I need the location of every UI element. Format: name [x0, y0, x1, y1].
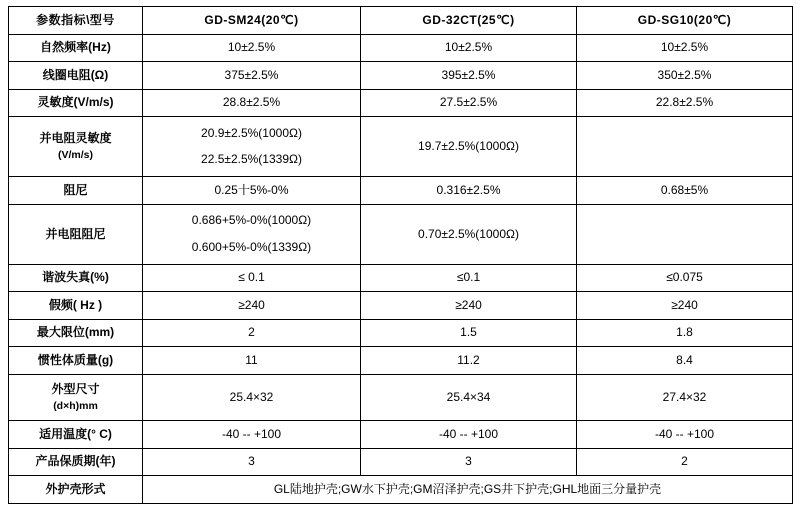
row-label: 灵敏度(V/m/s) — [9, 89, 143, 117]
table-row — [9, 89, 793, 117]
row-label-main: 外型尺寸 — [51, 382, 100, 397]
table-row — [9, 292, 793, 320]
table-row — [9, 448, 793, 476]
cell-ct32: 27.5±2.5% — [361, 89, 577, 117]
table-row — [9, 117, 793, 177]
table-body — [9, 7, 793, 504]
cell-ct32: 10±2.5% — [361, 34, 577, 62]
table-row — [9, 476, 793, 504]
row-label — [9, 374, 143, 420]
row-label: 外护壳形式 — [9, 476, 143, 504]
cell-line: 22.5±2.5%(1339Ω) — [201, 152, 302, 167]
table-row — [9, 34, 793, 62]
column-header-sg10: GD-SG10(20℃) — [577, 7, 793, 35]
row-label — [9, 117, 143, 177]
row-label: 惯性体质量(g) — [9, 347, 143, 375]
cell-sm24 — [143, 117, 361, 177]
cell-sg10: 2 — [577, 448, 793, 476]
cell-sm24: 3 — [143, 448, 361, 476]
cell-ct32: ≤0.1 — [361, 264, 577, 292]
cell-ct32: 3 — [361, 448, 577, 476]
cell-ct32: 0.70±2.5%(1000Ω) — [361, 204, 577, 264]
cell-sm24 — [143, 204, 361, 264]
cell-sg10: 1.8 — [577, 319, 793, 347]
cell-ct32: 11.2 — [361, 347, 577, 375]
cell-sm24: 11 — [143, 347, 361, 375]
table-row — [9, 347, 793, 375]
cell-sm24: ≥240 — [143, 292, 361, 320]
cell-sm24: ≤ 0.1 — [143, 264, 361, 292]
column-header-param: 参数指标\型号 — [9, 7, 143, 35]
cell-ct32: 19.7±2.5%(1000Ω) — [361, 117, 577, 177]
table-header-row — [9, 7, 793, 35]
cell-sm24: 10±2.5% — [143, 34, 361, 62]
row-label: 并电阻阻尼 — [9, 204, 143, 264]
row-label: 阻尼 — [9, 177, 143, 205]
cell-sg10: ≥240 — [577, 292, 793, 320]
cell-sm24: 2 — [143, 319, 361, 347]
table-row — [9, 204, 793, 264]
cell-sg10: 350±2.5% — [577, 62, 793, 90]
cell-sm24: 375±2.5% — [143, 62, 361, 90]
column-header-sm24: GD-SM24(20℃) — [143, 7, 361, 35]
row-label: 谐波失真(%) — [9, 264, 143, 292]
cell-line: 20.9±2.5%(1000Ω) — [201, 125, 302, 140]
cell-line: 0.686+5%-0%(1000Ω) — [191, 213, 312, 228]
row-label: 自然频率(Hz) — [9, 34, 143, 62]
row-label: 适用温度(° C) — [9, 421, 143, 449]
cell-sm24: 0.25十5%-0% — [143, 177, 361, 205]
row-label: 产品保质期(年) — [9, 448, 143, 476]
row-label-sub: (V/m/s) — [57, 148, 93, 161]
cell-housing-types: GL陆地护壳;GW水下护壳;GM沼泽护壳;GS井下护壳;GHL地面三分量护壳 — [143, 476, 793, 504]
cell-sg10 — [577, 204, 793, 264]
cell-sg10: 27.4×32 — [577, 374, 793, 420]
table-row — [9, 264, 793, 292]
cell-sg10: 10±2.5% — [577, 34, 793, 62]
table-row — [9, 177, 793, 205]
cell-sm24: 25.4×32 — [143, 374, 361, 420]
specification-table — [8, 6, 793, 504]
cell-sg10 — [577, 117, 793, 177]
cell-ct32: 25.4×34 — [361, 374, 577, 420]
cell-sm24: -40 -- +100 — [143, 421, 361, 449]
row-label-sub: (d×h)mm — [53, 399, 98, 412]
cell-ct32: 1.5 — [361, 319, 577, 347]
table-row — [9, 62, 793, 90]
cell-ct32: -40 -- +100 — [361, 421, 577, 449]
row-label: 假频( Hz ) — [9, 292, 143, 320]
cell-sg10: 22.8±2.5% — [577, 89, 793, 117]
cell-sm24: 28.8±2.5% — [143, 89, 361, 117]
cell-sg10: -40 -- +100 — [577, 421, 793, 449]
table-row — [9, 421, 793, 449]
cell-line: 0.600+5%-0%(1339Ω) — [191, 239, 312, 254]
table-row — [9, 319, 793, 347]
cell-sg10: 0.68±5% — [577, 177, 793, 205]
row-label: 线圈电阻(Ω) — [9, 62, 143, 90]
cell-ct32: 0.316±2.5% — [361, 177, 577, 205]
row-label-main: 并电阻灵敏度 — [39, 131, 112, 146]
row-label: 最大限位(mm) — [9, 319, 143, 347]
table-row — [9, 374, 793, 420]
column-header-ct32: GD-32CT(25℃) — [361, 7, 577, 35]
cell-sg10: 8.4 — [577, 347, 793, 375]
cell-ct32: ≥240 — [361, 292, 577, 320]
cell-sg10: ≤0.075 — [577, 264, 793, 292]
cell-ct32: 395±2.5% — [361, 62, 577, 90]
